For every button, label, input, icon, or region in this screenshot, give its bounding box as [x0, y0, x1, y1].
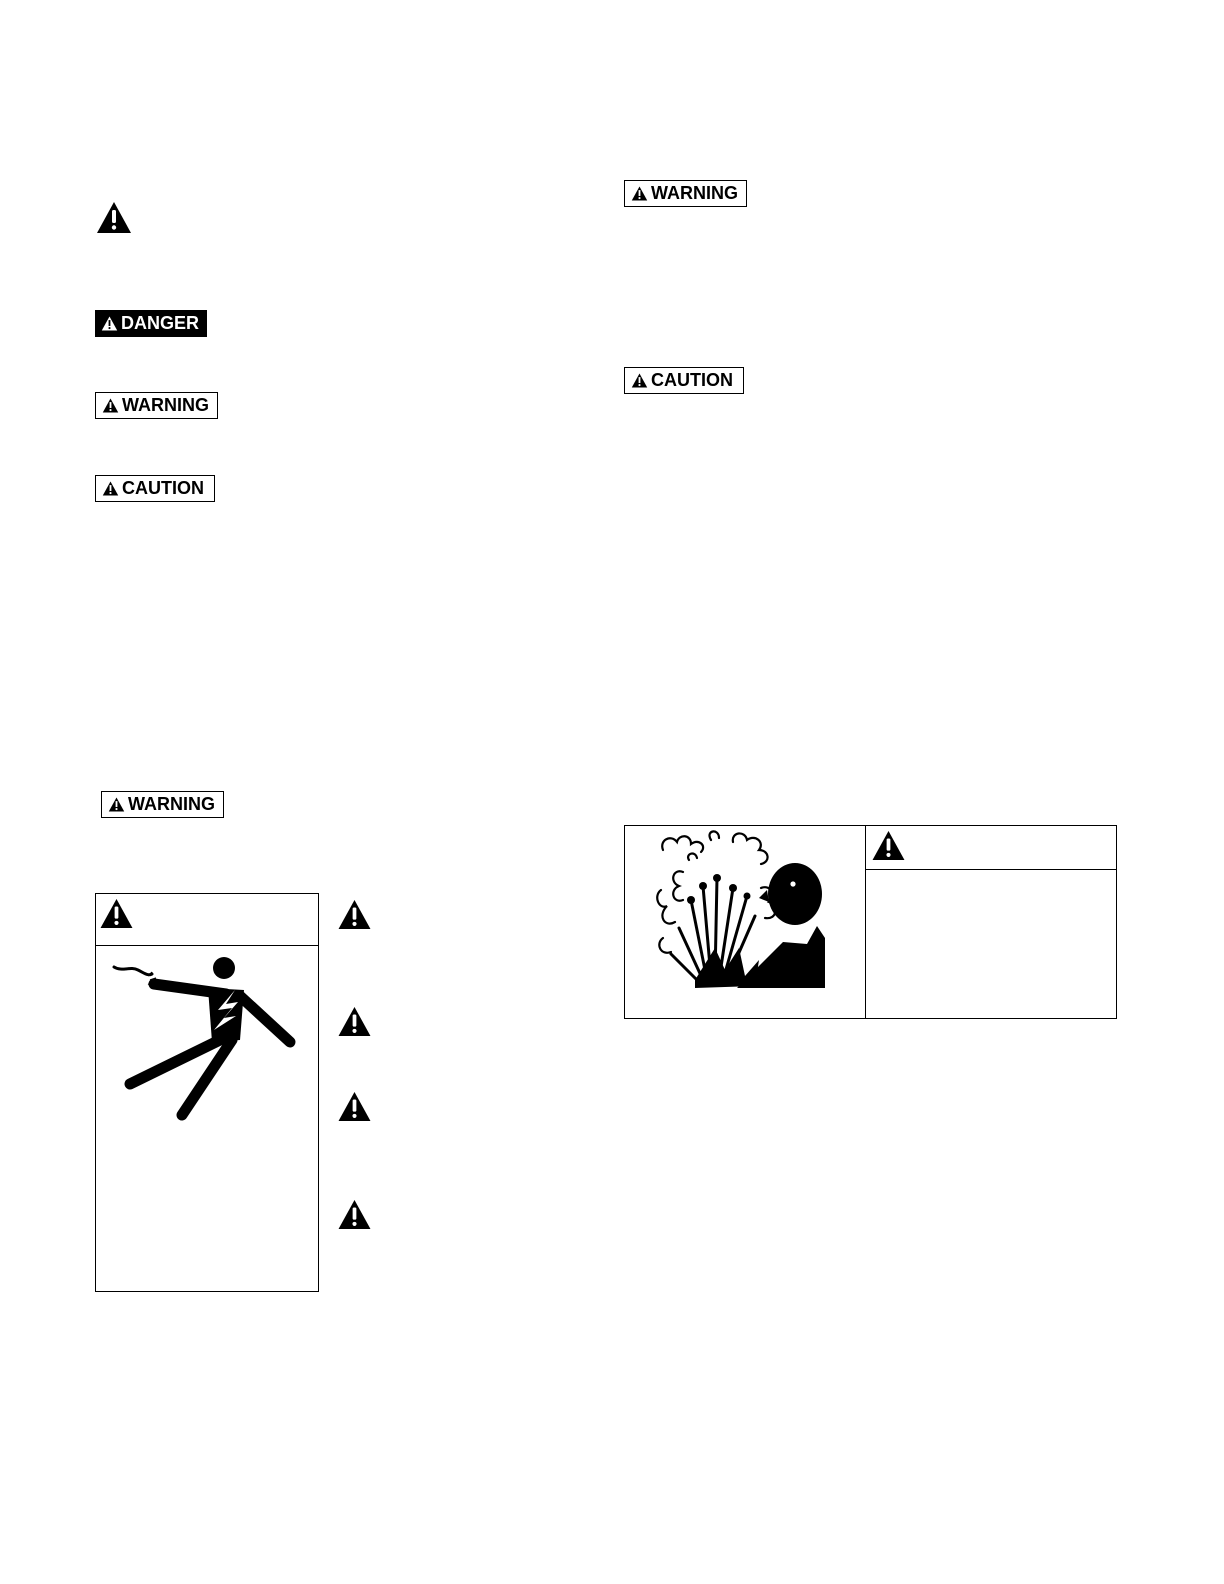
safety-alert-symbol-icon	[96, 201, 132, 234]
explosion-icon	[655, 830, 830, 990]
hazard-box-divider	[865, 869, 1117, 870]
warning-triangle-icon	[99, 898, 134, 929]
warning-triangle-icon	[337, 1199, 372, 1230]
danger-text: DANGER	[121, 313, 200, 333]
warning-triangle-icon	[102, 481, 119, 496]
warning-triangle-icon	[871, 830, 906, 861]
warning-triangle-icon	[101, 316, 118, 331]
warning-text: WARNING	[122, 395, 209, 415]
warning-triangle-icon	[337, 899, 372, 930]
warning-text: WARNING	[128, 794, 215, 814]
hazard-box-column-divider	[865, 825, 866, 1019]
danger-signal-label	[95, 310, 207, 337]
warning-triangle-icon	[102, 398, 119, 413]
warning-triangle-icon	[108, 797, 125, 812]
warning-triangle-icon	[631, 186, 648, 201]
warning-triangle-icon	[337, 1091, 372, 1122]
caution-text: CAUTION	[651, 370, 733, 390]
warning-triangle-icon	[631, 373, 648, 388]
caution-signal-label	[95, 475, 215, 502]
warning-signal-label	[624, 180, 747, 207]
caution-text: CAUTION	[122, 478, 204, 498]
warning-signal-label	[95, 392, 218, 419]
warning-triangle-icon	[337, 1006, 372, 1037]
electric-shock-icon	[108, 952, 303, 1127]
warning-signal-label	[101, 791, 224, 818]
caution-signal-label	[624, 367, 744, 394]
hazard-box-divider	[95, 945, 319, 946]
warning-text: WARNING	[651, 183, 738, 203]
